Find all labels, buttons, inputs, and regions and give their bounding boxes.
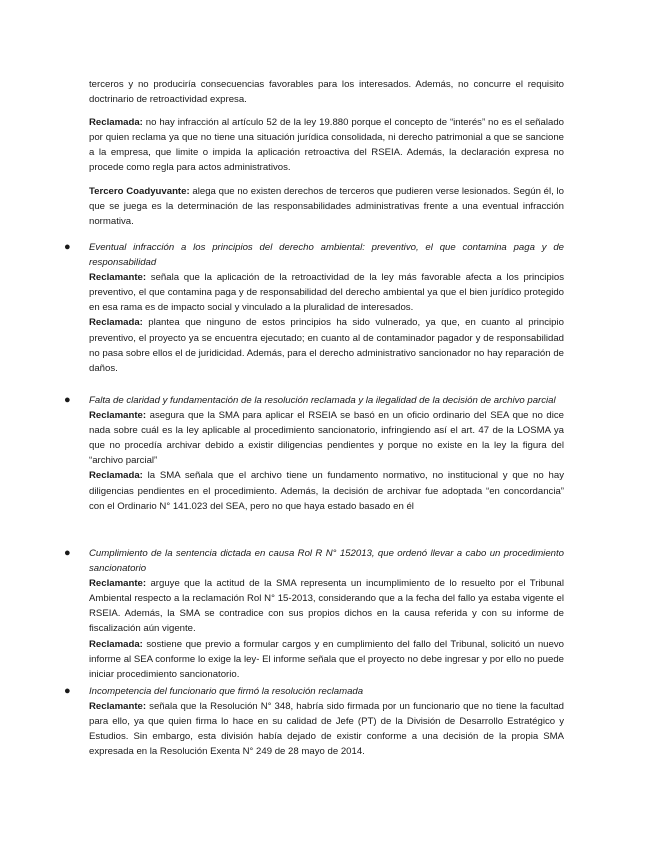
bullet-icon: ●: [64, 394, 71, 406]
section-4: [89, 684, 564, 759]
intro-text: terceros y no produciría consecuencias favorables para los interesados. Además, no concurre el requisito doctrinario de retroactividad expresa.: [89, 79, 564, 106]
reclamada-paragraph: [89, 115, 564, 175]
para-text: sostiene que previo a formular cargos y en cumplimiento del fallo del Tribunal, solicitó un nuevo informe al SEA conforme lo exige la ley- El informe señala que el proyecto no debe ingresar y por ello no puede iniciar procedimiento sancionatorio.: [89, 638, 564, 680]
para-label: Reclamante:: [89, 272, 147, 284]
section-paragraph: [89, 699, 564, 759]
bullet-icon: ●: [64, 685, 71, 697]
section-paragraph: [89, 408, 564, 468]
bullet-icon: ●: [64, 241, 71, 253]
reclamada-text: no hay infracción al artículo 52 de la ley 19.880 porque el concepto de “interés” no es el señalado por quien reclama ya que no tiene una situación jurídica consolidada, ni derecho patrimonial a que se sancione a la empresa, que limite o impida la aplicación retroactiva del RSEIA. Además, la declaración expresa no procede como regla para actos administrativos.: [89, 117, 564, 174]
para-label: Reclamada:: [89, 470, 143, 482]
section-heading: Cumplimiento de la sentencia dictada en causa Rol R N° 152013, que ordenó llevar a cabo un procedimiento sancionatorio: [89, 548, 564, 575]
section-heading: Falta de claridad y fundamentación de la resolución reclamada y la ilegalidad de la decisión de archivo parcial: [89, 395, 556, 406]
section-heading: Eventual infracción a los principios del derecho ambiental: preventivo, el que contamina paga y de responsabilidad: [89, 242, 564, 269]
para-label: Reclamante:: [89, 701, 147, 713]
intro-paragraph: [89, 77, 564, 107]
bullet-icon: ●: [64, 547, 71, 559]
para-text: plantea que ninguno de estos principios ha sido vulnerado, ya que, en cuanto al principio preventivo, el proyecto ya se encuentra ejecutado; en cuanto al de contaminador pagador y de responsabilidad no pasa sobre ellos el de juridicidad. Además, para el derecho administrativo sancionador no hay reparación de daños.: [89, 317, 564, 374]
section-paragraph: [89, 576, 564, 636]
section-paragraph: [89, 637, 564, 682]
tercero-paragraph: [89, 184, 564, 229]
para-label: Reclamante:: [89, 578, 147, 590]
para-label: Reclamada:: [89, 638, 143, 650]
para-text: señala que la aplicación de la retroactividad de la ley más favorable afecta a los principios preventivo, el que contamina paga y de responsabilidad del derecho ambiental ya que el bien jurídico protegido en esa rama es de impacto social y vinculado a la pluralidad de interesados.: [89, 272, 564, 314]
tercero-label: Tercero Coadyuvante:: [89, 186, 190, 197]
para-label: Reclamada:: [89, 317, 143, 329]
section-heading: Incompetencia del funcionario que firmó la resolución reclamada: [89, 686, 364, 697]
section-2: [89, 393, 564, 514]
para-text: señala que la Resolución N° 348, habría sido firmada por un funcionario que no tiene la facultad para ello, ya que quien firma lo hace en su calidad de Jefe (PT) de la División de Desarrollo Estratégico y Estudios. Sin embargo, esta división había dejado de existir conforme a una decisión de la propia SMA expresada en la Resolución Exenta N° 249 de 28 mayo de 2014.: [89, 701, 564, 758]
reclamada-label: Reclamada:: [89, 117, 143, 128]
tercero-text: alega que no existen derechos de terceros que pudieren verse lesionados. Según él, lo que se juega es la determinación de las responsabilidades administrativas frente a una eventual infracción normativa.: [89, 186, 564, 228]
section-paragraph: [89, 315, 564, 375]
section-paragraph: [89, 468, 564, 513]
section-3: [89, 546, 564, 682]
section-paragraph: [89, 270, 564, 315]
para-text: arguye que la actitud de la SMA representa un incumplimiento de lo resuelto por el Tribunal Ambiental respecto a la reclamación Rol N° 15-2013, considerando que a la fecha del fallo ya estaba vigente el RSEIA. Además, la SMA se contradice con sus propios dichos en la causa referida y con su informe de fiscalización aún vigente.: [89, 578, 564, 635]
para-text: asegura que la SMA para aplicar el RSEIA se basó en un oficio ordinario del SEA que no dice nada sobre cuál es la ley aplicable al procedimiento sancionatorio, infringiendo así el art. 47 de la LOSMA ya que no procedía archivar debido a existir diligencias pendientes y porque no existe en la ley la figura del “archivo parcial”: [89, 410, 564, 467]
section-1: [89, 240, 564, 376]
para-label: Reclamante:: [89, 410, 147, 422]
para-text: la SMA señala que el archivo tiene un fundamento normativo, no institucional y que no hay diligencias pendientes en el procedimiento. Además, la decisión de archivar fue adoptada “en concordancia” con el Ordinario N° 141.023 del SEA, pero no que haya estado basado en él: [89, 470, 564, 512]
